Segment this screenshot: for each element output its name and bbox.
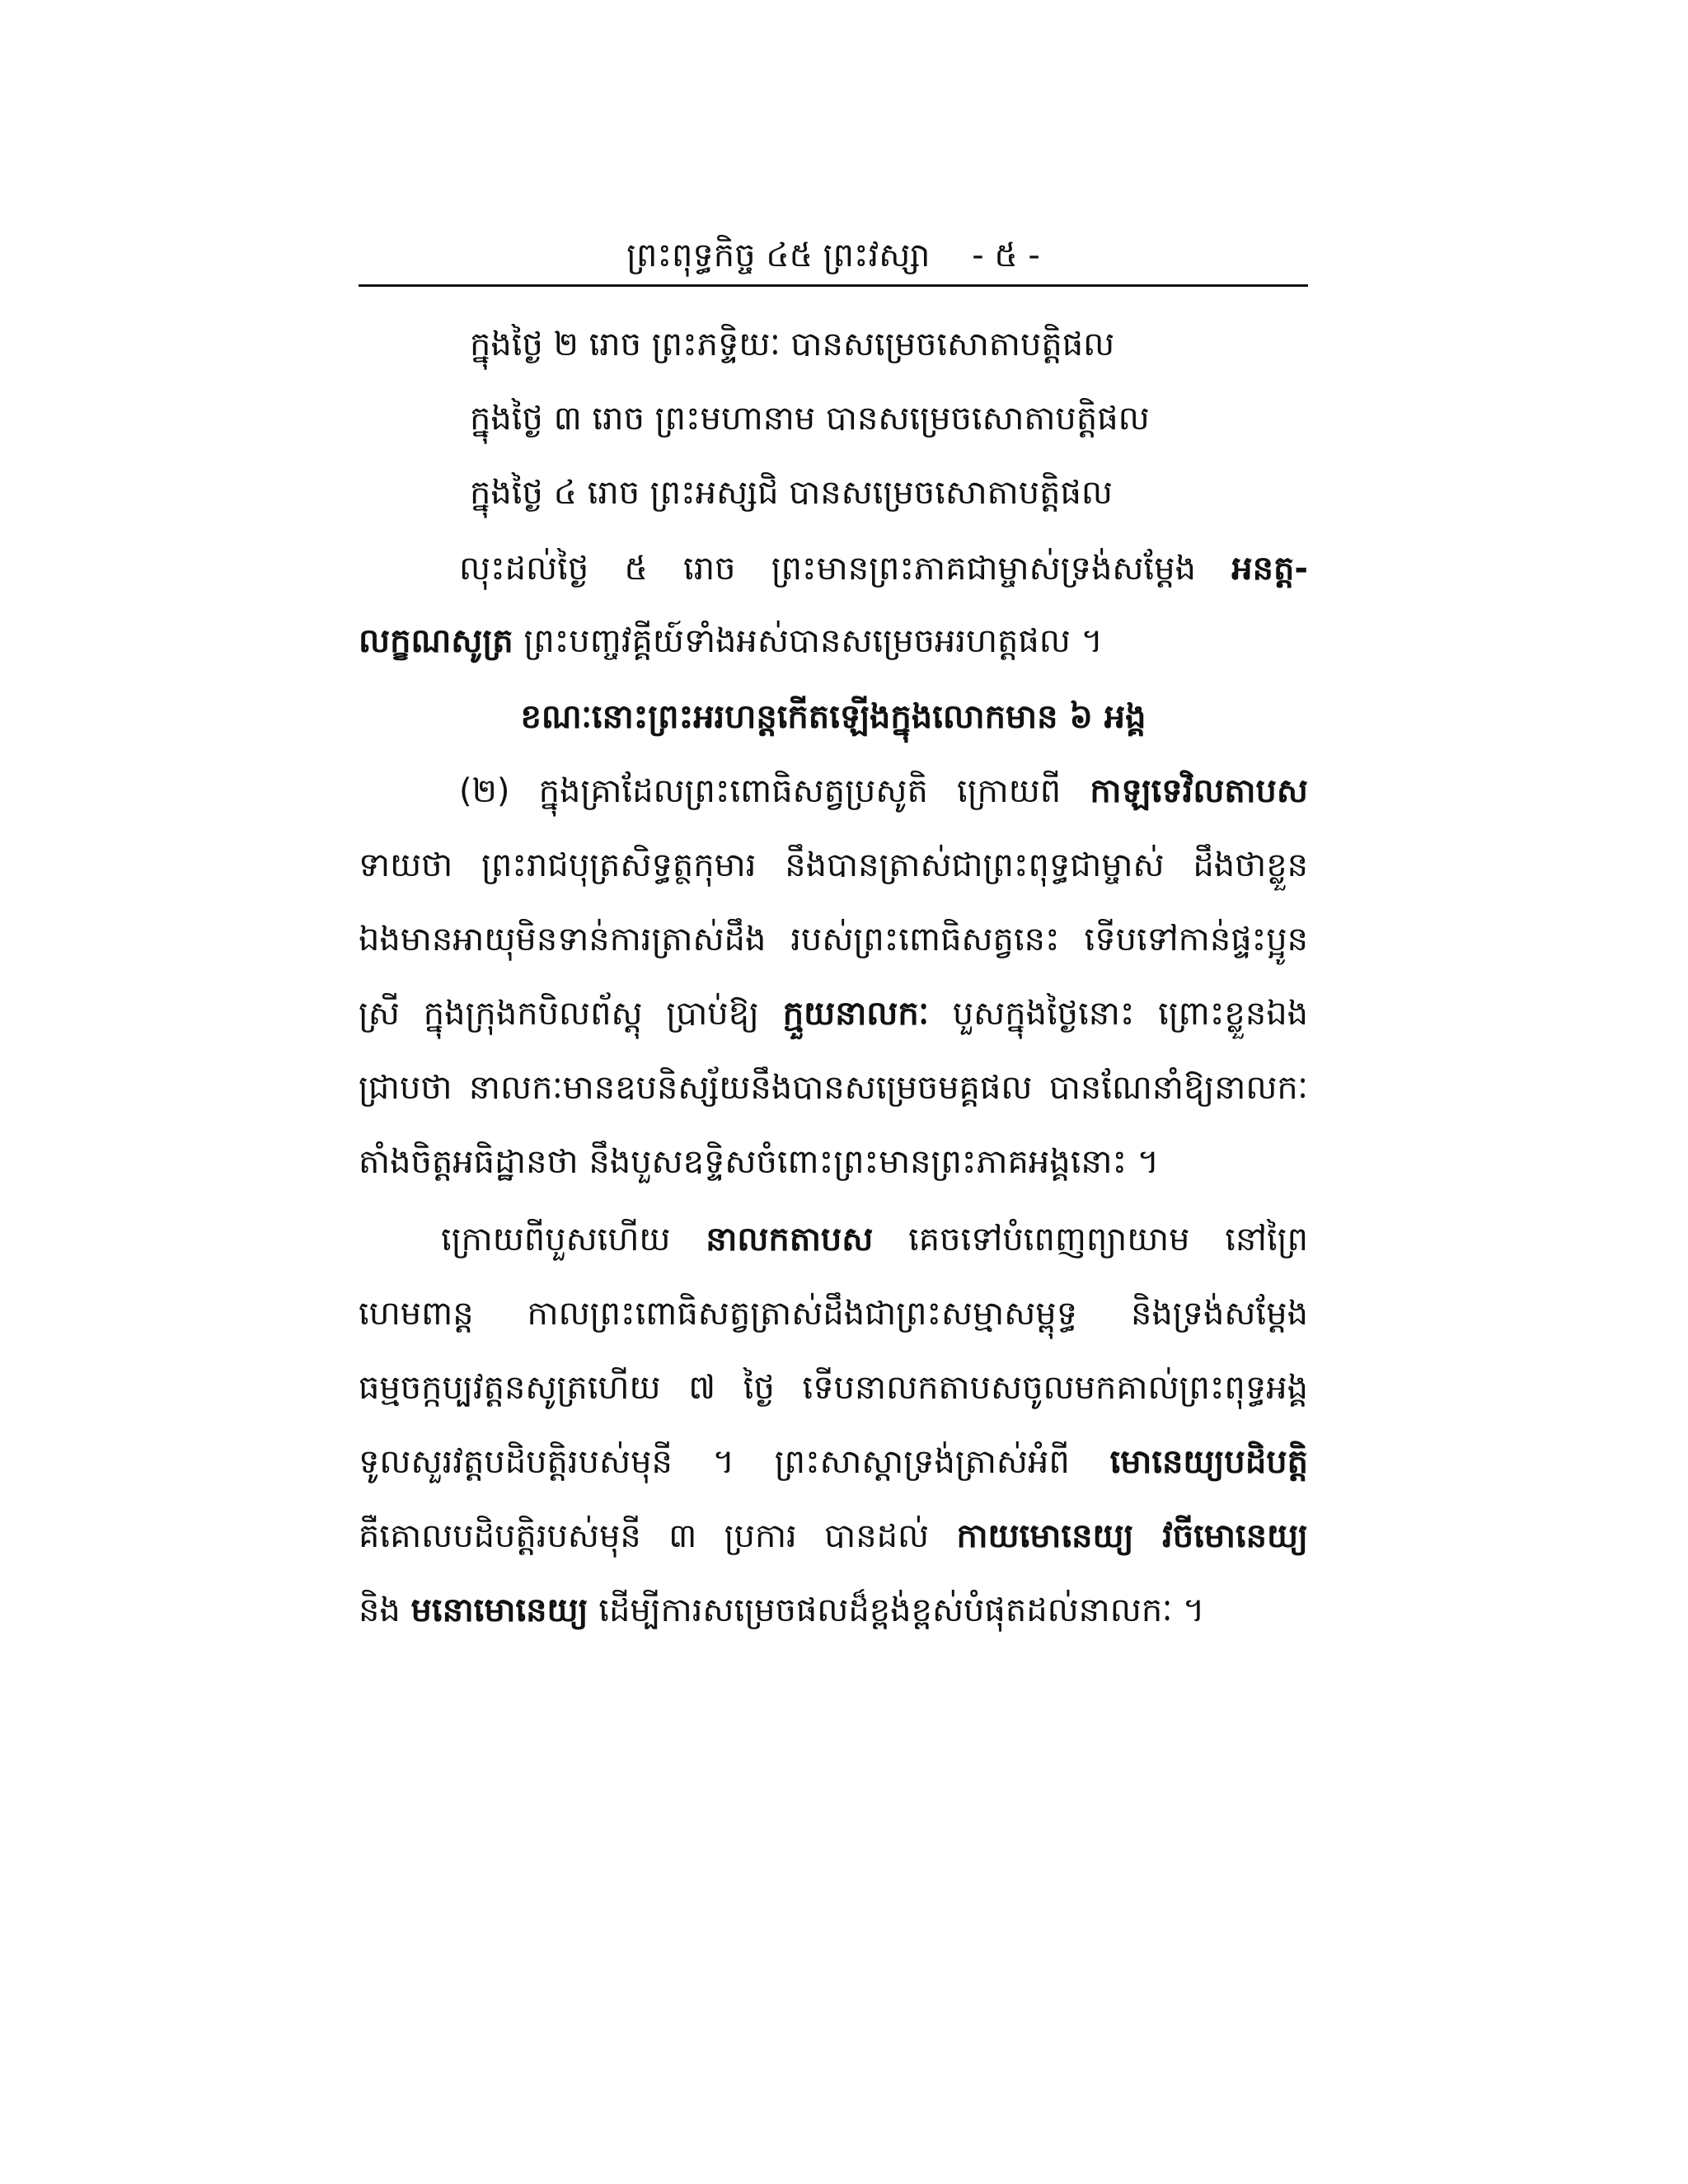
body-line-3: ក្នុងថ្ងៃ ៤ រោច ព្រះអស្សជិ បានសម្រេចសោតាបត្តិផល <box>470 474 1113 512</box>
body-line-17: គឺគោលបដិបត្តិរបស់មុនី ៣ ប្រការ បានដល់ កាយមោនេយ្យ វចីមោនេយ្យ <box>359 1517 1308 1555</box>
body-line-11: ជ្រាបថា នាលកៈមានឧបនិស្ស័យនឹងបានសម្រេចមគ្គផល បានណែនាំឱ្យនាលកៈ <box>359 1069 1308 1107</box>
body-line-10: ស្រី ក្នុងក្រុងកបិលព័ស្តុ ប្រាប់ឱ្យ ក្មួយនាលកៈ បួសក្នុងថ្ងៃនោះ ព្រោះខ្លួនឯង <box>359 995 1308 1033</box>
body-line-8: ទាយថា ព្រះរាជបុត្រសិទ្ធត្ថកុមារ នឹងបានត្រាស់ជាព្រះពុទ្ធជាម្ចាស់ ដឹងថាខ្លួន <box>359 846 1308 884</box>
body-line-14: ហេមពាន្ត កាលព្រះពោធិសត្វត្រាស់ដឹងជាព្រះសម្មាសម្ពុទ្ធ និងទ្រង់សម្តែង <box>359 1295 1308 1333</box>
body-line-7: (២) ក្នុងគ្រាដែលព្រះពោធិសត្វប្រសូតិ ក្រោយពី កាឡទេវិលតាបស <box>459 772 1308 810</box>
body-line-5: លក្ខណសូត្រ ព្រះបញ្ចវគ្គីយ៍ទាំងអស់បានសម្រេចអរហត្តផល ។ <box>359 622 1103 660</box>
body-line-4: លុះដល់ថ្ងៃ ៥ រោច ព្រះមានព្រះភាគជាម្ចាស់ទ្រង់សម្តែង អនត្ត- <box>459 550 1308 588</box>
body-line-18: និង មនោមោនេយ្យ ដើម្បីការសម្រេចផលដ៏ខ្ពង់ខ្ពស់បំផុតដល់នាលកៈ ។ <box>359 1591 1205 1629</box>
body-line-16: ទូលសួរវត្តបដិបត្តិរបស់មុនី ។ ព្រះសាស្តាទ្រង់ត្រាស់អំពី មោនេយ្យបដិបត្តិ <box>359 1443 1308 1481</box>
section-heading: ខណៈនោះព្រះអរហន្តកើតឡើងក្នុងលោកមាន ៦ អង្គ <box>520 698 1146 736</box>
page-header <box>359 232 1308 279</box>
body-line-2: ក្នុងថ្ងៃ ៣ រោច ព្រះមហានាម បានសម្រេចសោតាបត្តិផល <box>470 400 1150 438</box>
body-line-12: តាំងចិត្តអធិដ្ឋានថា នឹងបួសឧទ្ទិសចំពោះព្រះមានព្រះភាគអង្គនោះ ។ <box>359 1143 1160 1181</box>
body-line-9: ឯងមានអាយុមិនទាន់ការត្រាស់ដឹង របស់ព្រះពោធិសត្វនេះ ទើបទៅកាន់ផ្ទះប្អូន <box>359 921 1308 958</box>
body-line-1: ក្នុងថ្ងៃ ២ រោច ព្រះភទ្ទិយៈ បានសម្រេចសោតាបត្តិផល <box>470 326 1115 363</box>
body-line-13: ក្រោយពីបួសហើយ នាលកតាបស គេចទៅបំពេញព្យាយាម នៅព្រៃ <box>441 1221 1309 1258</box>
header-rule <box>359 284 1308 287</box>
body-line-15: ធម្មចក្កប្បវត្តនសូត្រហើយ ៧ ថ្ងៃ ទើបនាលកតាបសចូលមកគាល់ព្រះពុទ្ធអង្គ <box>359 1369 1308 1407</box>
header-title: ព្រះពុទ្ធកិច្ច ៤៥ ព្រះវស្សា <box>626 237 931 274</box>
page-number: - ៥ - <box>972 237 1040 274</box>
